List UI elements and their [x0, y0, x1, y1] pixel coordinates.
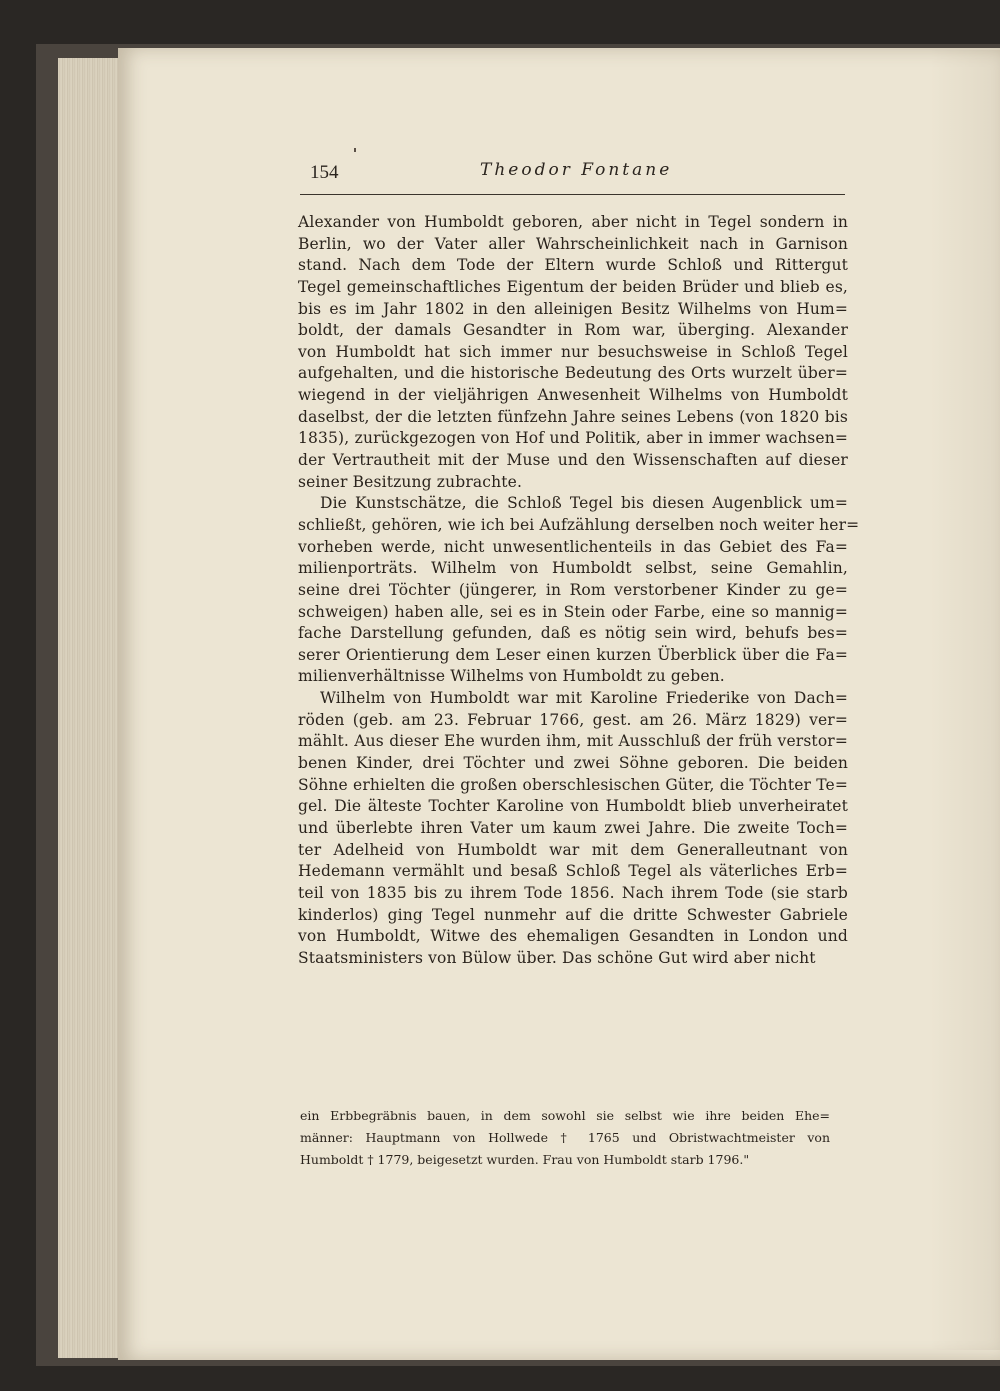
text-line: schließt, gehören, wie ich bei Aufzählung derselben noch weiter her= — [298, 515, 860, 534]
running-head: Theodor Fontane — [480, 160, 673, 180]
text-line: von Humboldt, Witwe des ehemaligen Gesandten in London und — [298, 927, 848, 946]
text-line: Die Kunstschätze, die Schloß Tegel bis diesen Augenblick um= — [320, 494, 848, 513]
text-line: mählt. Aus dieser Ehe wurden ihm, mit Ausschluß der früh verstor= — [298, 732, 848, 751]
footnote-line: männer: Hauptmann von Hollwede † 1765 und Obristwachtmeister von — [300, 1130, 830, 1145]
text-line: 1835), zurückgezogen von Hof und Politik, aber in immer wachsen= — [298, 429, 848, 448]
text-line: gel. Die älteste Tochter Karoline von Humboldt blieb unverheiratet — [298, 797, 848, 816]
body-text — [298, 212, 860, 969]
text-line: Staatsministers von Bülow über. Das schöne Gut wird aber nicht — [298, 948, 816, 967]
text-line: bis es im Jahr 1802 in den alleinigen Besitz Wilhelms von Hum= — [298, 299, 848, 318]
text-line: milienporträts. Wilhelm von Humboldt selbst, seine Gemahlin, — [298, 559, 848, 578]
text-line: seiner Besitzung zubrachte. — [298, 472, 523, 491]
page-shading — [930, 50, 1000, 1350]
text-line: aufgehalten, und die historische Bedeutung des Orts wurzelt über= — [298, 364, 848, 383]
text-line: ter Adelheid von Humboldt war mit dem Generalleutnant von — [298, 840, 848, 859]
text-line: serer Orientierung dem Leser einen kurzen Überblick über die Fa= — [298, 645, 848, 664]
text-line: Alexander von Humboldt geboren, aber nicht in Tegel sondern in — [298, 213, 848, 231]
text-line: Söhne erhielten die großen oberschlesischen Güter, die Töchter Te= — [298, 775, 848, 794]
text-line: schweigen) haben alle, sei es in Stein oder Farbe, eine so mannig= — [298, 602, 848, 621]
text-line: Berlin, wo der Vater aller Wahrscheinlichkeit nach in Garnison — [298, 234, 848, 253]
page-header — [300, 158, 845, 195]
footnote-line: ein Erbbegräbnis bauen, in dem sowohl sie selbst wie ihre beiden Ehe= — [300, 1108, 830, 1123]
text-line: Tegel gemeinschaftliches Eigentum der beiden Brüder und blieb es, — [298, 277, 848, 296]
text-line: seine drei Töchter (jüngerer, in Rom verstorbener Kinder zu ge= — [298, 580, 848, 599]
text-line: von Humboldt hat sich immer nur besuchsweise in Schloß Tegel — [298, 342, 848, 361]
text-line: Wilhelm von Humboldt war mit Karoline Friederike von Dach= — [320, 689, 848, 708]
text-line: Hedemann vermählt und besaß Schloß Tegel als väterliches Erb= — [298, 862, 848, 881]
text-line: milienverhältnisse Wilhelms von Humboldt zu geben. — [298, 667, 725, 686]
text-line: stand. Nach dem Tode der Eltern wurde Schloß und Rittergut — [298, 256, 848, 275]
text-line: benen Kinder, drei Töchter und zwei Söhne geboren. Die beiden — [298, 754, 848, 773]
text-line: boldt, der damals Gesandter in Rom war, überging. Alexander — [298, 321, 848, 340]
ink-speck — [354, 148, 356, 152]
page-number: 154 — [310, 162, 339, 183]
text-line: und überlebte ihren Vater um kaum zwei Jahre. Die zweite Toch= — [298, 818, 848, 837]
footnote-line: Humboldt † 1779, beigesetzt wurden. Frau von Humboldt starb 1796." — [300, 1152, 750, 1167]
text-line: teil von 1835 bis zu ihrem Tode 1856. Nach ihrem Tode (sie starb — [298, 883, 848, 902]
text-line: wiegend in der vieljährigen Anwesenheit Wilhelms von Humboldt — [298, 386, 848, 405]
text-line: fache Darstellung gefunden, daß es nötig sein wird, behufs bes= — [298, 624, 848, 643]
text-line: kinderlos) ging Tegel nunmehr auf die dritte Schwester Gabriele — [298, 905, 848, 924]
footnote — [300, 1105, 830, 1171]
text-line: daselbst, der die letzten fünfzehn Jahre seines Lebens (von 1820 bis — [298, 407, 848, 426]
text-line: röden (geb. am 23. Februar 1766, gest. am 26. März 1829) ver= — [298, 710, 848, 729]
text-line: der Vertrautheit mit der Muse und den Wissenschaften auf dieser — [298, 451, 848, 470]
text-line: vorheben werde, nicht unwesentlichenteils in das Gebiet des Fa= — [298, 537, 848, 556]
